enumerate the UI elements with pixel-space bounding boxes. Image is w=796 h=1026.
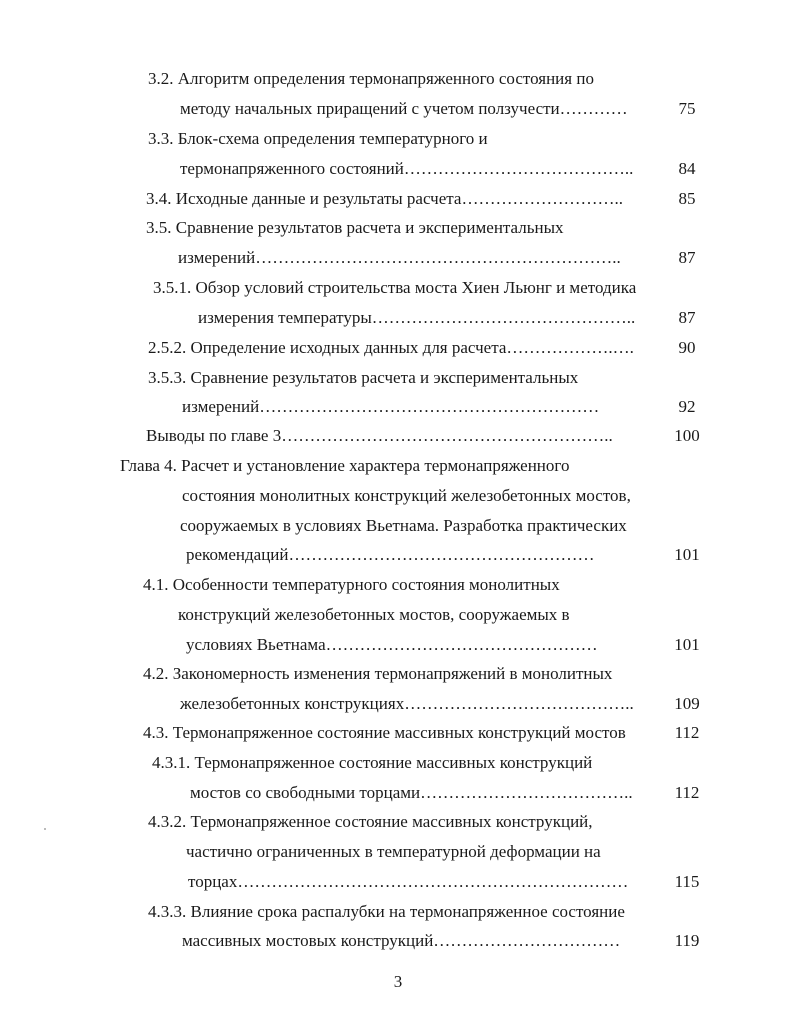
toc-line: сооружаемых в условиях Вьетнама. Разработка практических xyxy=(180,516,627,535)
toc-page-ref: 100 xyxy=(674,426,700,445)
toc-page-ref: 84 xyxy=(678,159,696,178)
toc-line: массивных мостовых конструкций…………………………… xyxy=(182,931,621,950)
toc-line: термонапряженного состояний………………………………….. xyxy=(180,159,634,178)
toc-line: 3.3. Блок-схема определения температурного и xyxy=(148,129,488,148)
toc-line: 3.5.3. Сравнение результатов расчета и экспериментальных xyxy=(148,368,579,387)
toc-line: 2.5.2. Определение исходных данных для расчета……………….…. xyxy=(148,338,634,357)
scan-speck xyxy=(44,828,46,830)
toc-page-ref: 101 xyxy=(674,545,700,564)
toc-line: состояния монолитных конструкций железобетонных мостов, xyxy=(182,486,631,505)
toc-page-ref: 115 xyxy=(674,872,700,891)
toc-line: 4.3.3. Влияние срока распалубки на термонапряженное состояние xyxy=(148,902,625,921)
toc-page-ref: 119 xyxy=(674,931,700,950)
toc-line: 4.1. Особенности температурного состояния монолитных xyxy=(143,575,560,594)
toc-page-ref: 109 xyxy=(674,694,700,713)
toc-line: 4.3.2. Термонапряженное состояние массивных конструкций, xyxy=(148,812,593,831)
toc-page-ref: 112 xyxy=(674,783,700,802)
toc-line: Глава 4. Расчет и установление характера термонапряженного xyxy=(120,456,570,475)
toc-line: рекомендаций……………………………………………… xyxy=(186,545,595,564)
toc-line: измерений……………………………………………………….. xyxy=(178,248,621,267)
toc-page-ref: 112 xyxy=(674,723,700,742)
page-number: 3 xyxy=(393,972,403,991)
toc-line: измерений…………………………………………………… xyxy=(182,397,600,416)
toc-line: Выводы по главе 3………………………………………………….. xyxy=(146,426,613,445)
toc-line: 3.5. Сравнение результатов расчета и экспериментальных xyxy=(146,218,564,237)
toc-page-ref: 92 xyxy=(678,397,696,416)
toc-line: конструкций железобетонных мостов, сооружаемых в xyxy=(178,605,570,624)
toc-page-ref: 87 xyxy=(678,308,696,327)
toc-line: мостов со свободными торцами……………………………….. xyxy=(190,783,633,802)
toc-line: 3.2. Алгоритм определения термонапряженного состояния по xyxy=(148,69,594,88)
toc-line: измерения температуры……………………………………….. xyxy=(198,308,636,327)
toc-line: 4.3. Термонапряженное состояние массивных конструкций мостов xyxy=(143,723,626,742)
toc-line: частично ограниченных в температурной деформации на xyxy=(186,842,601,861)
toc-page-ref: 75 xyxy=(678,99,696,118)
toc-line: железобетонных конструкциях………………………………….. xyxy=(180,694,634,713)
toc-line: методу начальных приращений с учетом ползучести………… xyxy=(180,99,628,118)
toc-page-ref: 85 xyxy=(678,189,696,208)
toc-line: условиях Вьетнама………………………………………… xyxy=(186,635,598,654)
toc-page-ref: 90 xyxy=(678,338,696,357)
toc-page-ref: 87 xyxy=(678,248,696,267)
toc-line: 3.5.1. Обзор условий строительства моста Хиен Льюнг и методика xyxy=(153,278,637,297)
toc-line: 4.3.1. Термонапряженное состояние массивных конструкций xyxy=(152,753,593,772)
toc-page-ref: 101 xyxy=(674,635,700,654)
toc-line: 4.2. Закономерность изменения термонапряжений в монолитных xyxy=(143,664,613,683)
toc-line: торцах…………………………………………………………… xyxy=(188,872,629,891)
toc-line: 3.4. Исходные данные и результаты расчета……………………….. xyxy=(146,189,623,208)
